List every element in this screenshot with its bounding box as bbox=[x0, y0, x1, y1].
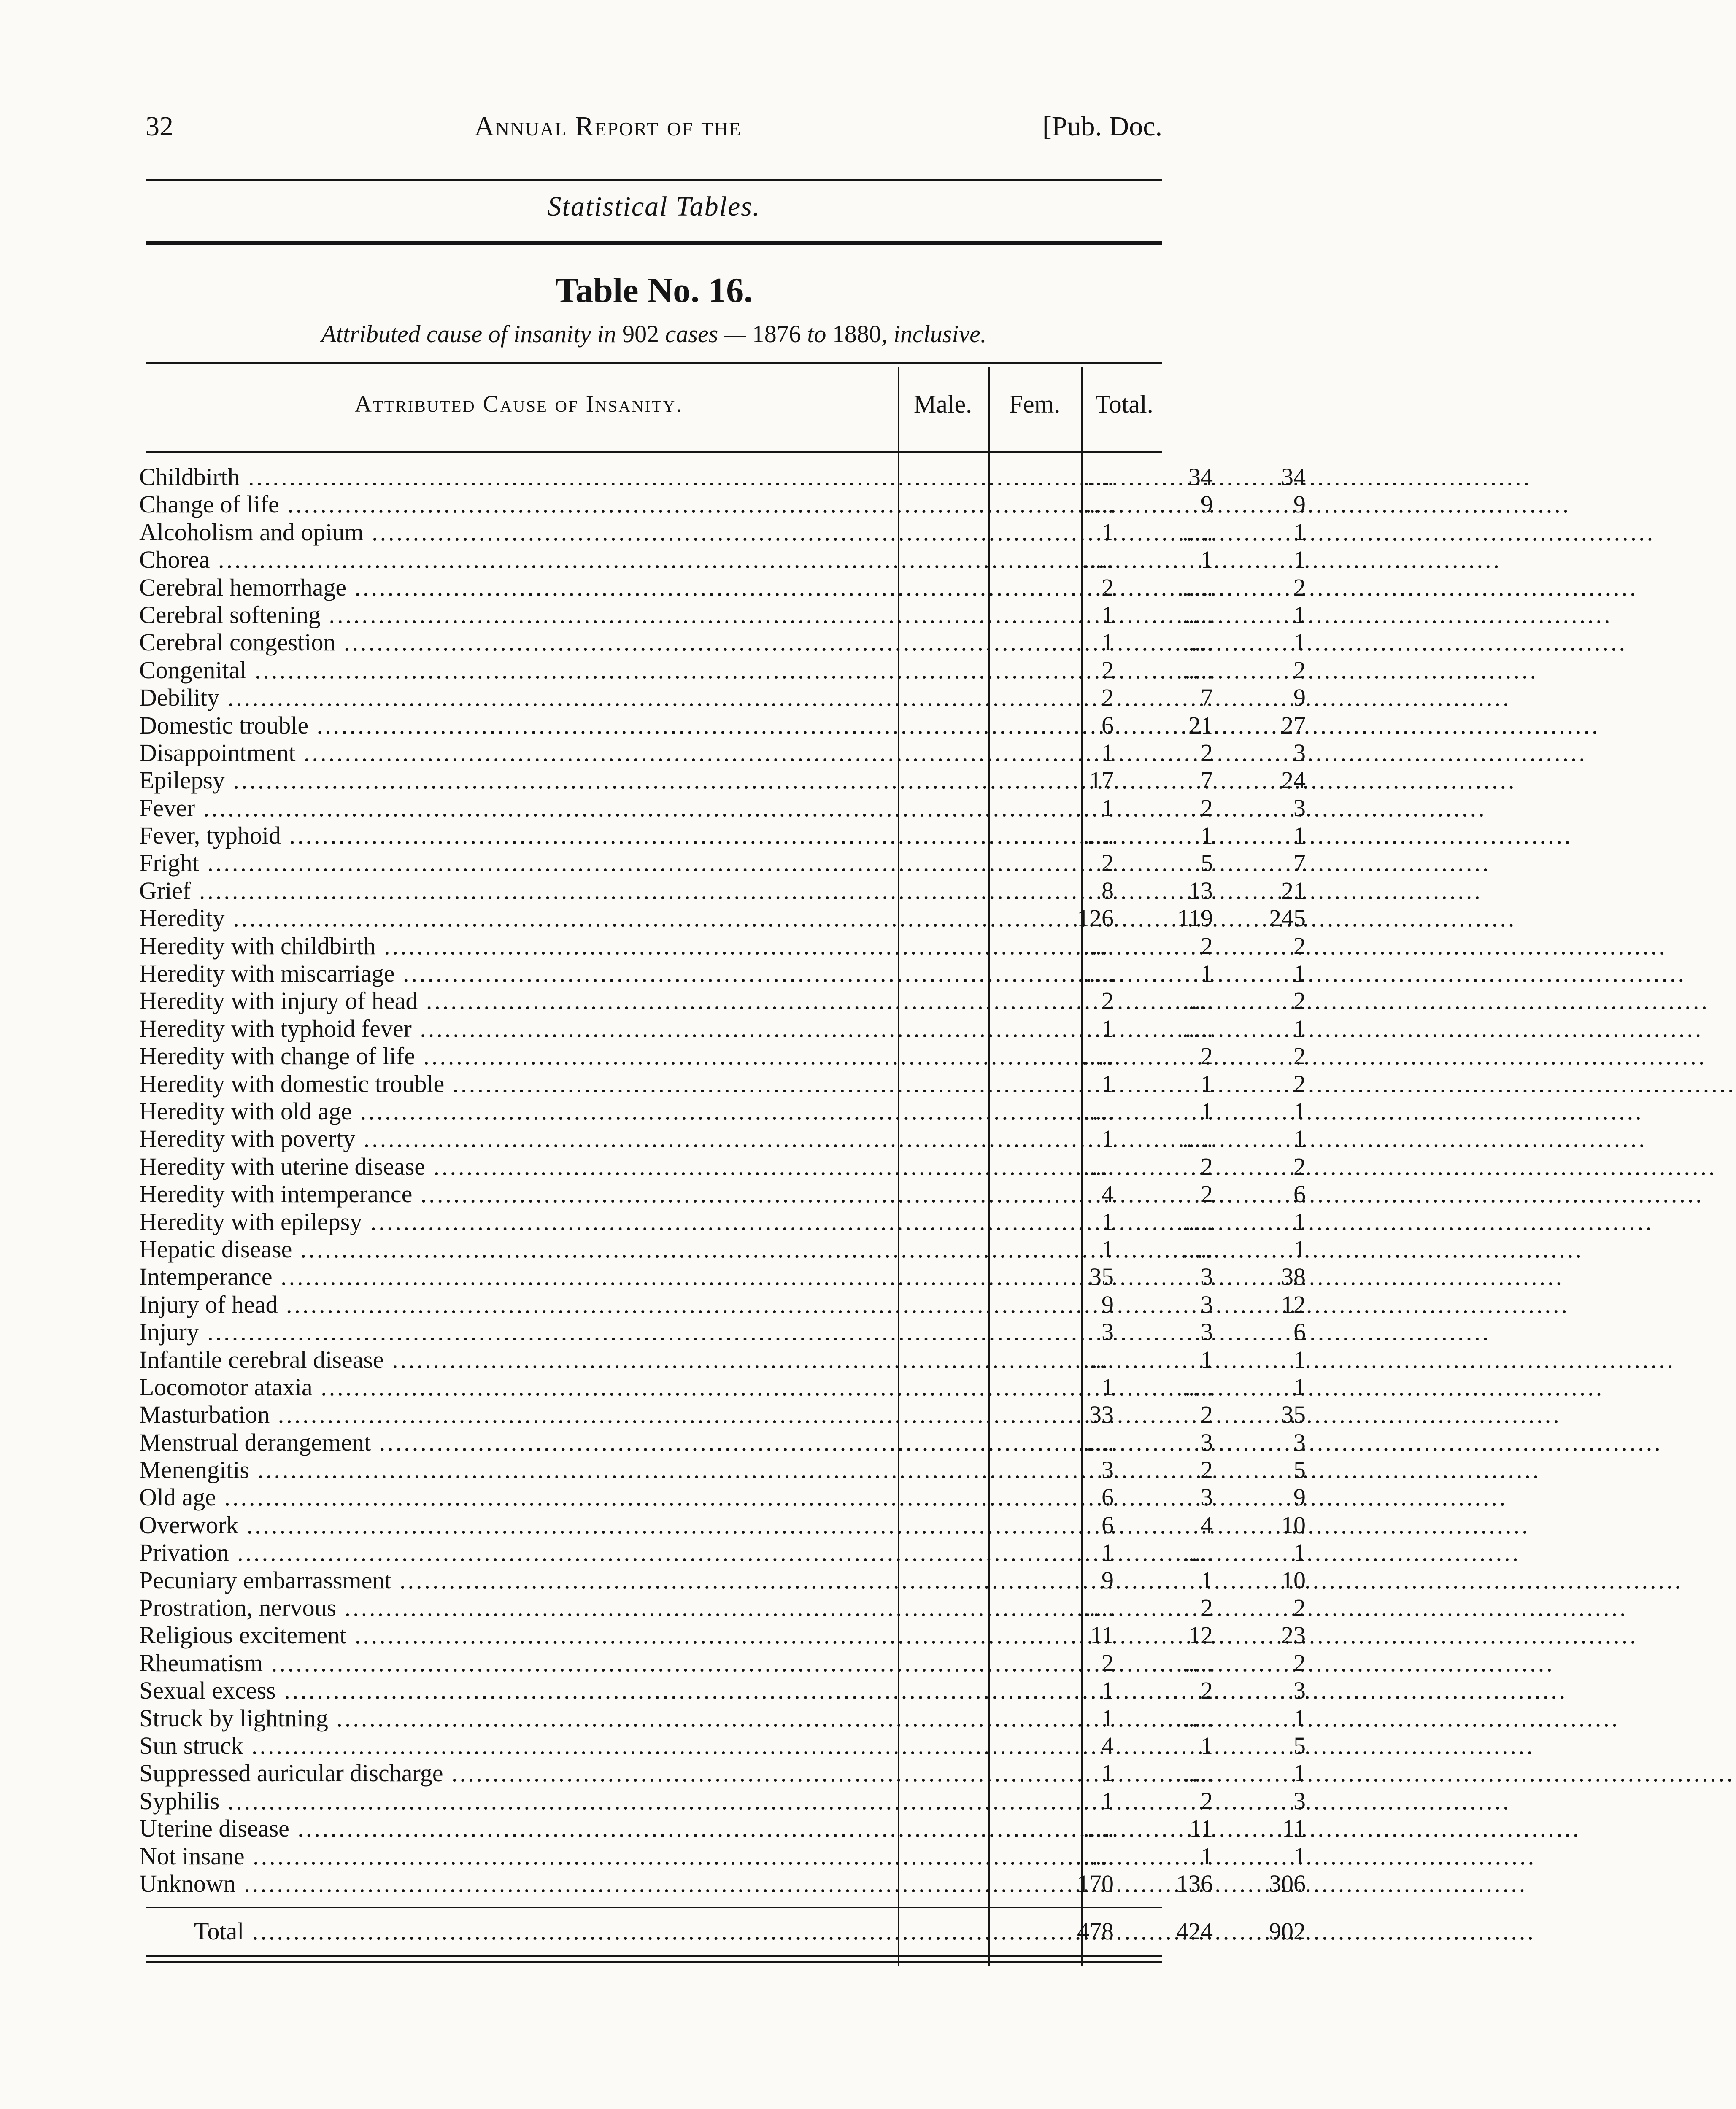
cause-cell: Locomotor ataxia ..... bbox=[139, 1373, 894, 1401]
table-row bbox=[139, 1373, 1306, 1401]
male-cell: 11 bbox=[1090, 1621, 1114, 1649]
female-cell: 1 bbox=[1201, 960, 1213, 987]
female-cell: ..... bbox=[1182, 1373, 1213, 1401]
cause-cell: Religious excitement ..... bbox=[139, 1621, 894, 1649]
male-cell: 17 bbox=[1089, 766, 1114, 794]
male-cell: 1 bbox=[1102, 794, 1114, 822]
total-cell: 11 bbox=[1282, 1815, 1306, 1842]
cause-cell: Masturbation ..... bbox=[139, 1401, 894, 1428]
cause-cell: Intemperance ..... bbox=[139, 1263, 894, 1290]
cause-cell: Overwork ..... bbox=[139, 1511, 894, 1539]
total-cell: 9 bbox=[1293, 1483, 1306, 1511]
male-cell: 3 bbox=[1102, 1456, 1114, 1484]
female-cell: ..... bbox=[1182, 1014, 1213, 1042]
female-cell: 2 bbox=[1201, 1456, 1213, 1484]
female-cell: 21 bbox=[1188, 711, 1213, 739]
male-cell: ..... bbox=[1083, 1097, 1114, 1125]
cause-cell: Cerebral hemorrhage ..... bbox=[139, 574, 894, 601]
female-cell: 1 bbox=[1201, 1346, 1213, 1373]
total-cell: 2 bbox=[1293, 987, 1306, 1015]
total-cell: 2 bbox=[1293, 656, 1306, 684]
male-cell: 1 bbox=[1102, 628, 1114, 656]
total-label: Total ..... bbox=[194, 1918, 1021, 1945]
table-row bbox=[139, 1704, 1306, 1732]
cause-cell: Heredity with typhoid fever ..... bbox=[139, 1015, 894, 1042]
header-rule bbox=[146, 179, 1162, 181]
total-cell: 3 bbox=[1293, 1677, 1306, 1704]
cause-cell: Cerebral softening ..... bbox=[139, 601, 894, 628]
table-row bbox=[139, 766, 1306, 794]
female-cell: 3 bbox=[1201, 1263, 1213, 1291]
female-cell: ..... bbox=[1182, 1704, 1213, 1732]
male-cell: 6 bbox=[1102, 711, 1114, 739]
total-female: 424 bbox=[1176, 1918, 1213, 1945]
section-rule bbox=[146, 241, 1162, 245]
male-cell: 2 bbox=[1102, 684, 1114, 712]
male-cell: 1 bbox=[1102, 1014, 1114, 1042]
total-cell: 34 bbox=[1281, 463, 1306, 491]
cause-cell: Rheumatism ..... bbox=[139, 1649, 894, 1677]
cause-cell: Heredity ..... bbox=[139, 904, 894, 932]
male-cell: 33 bbox=[1089, 1401, 1114, 1429]
total-cell: 3 bbox=[1293, 794, 1306, 822]
table-row bbox=[139, 739, 1306, 766]
column-header-male: Male. bbox=[913, 390, 972, 418]
total-male: 478 bbox=[1077, 1918, 1114, 1945]
total-cell: 7 bbox=[1293, 849, 1306, 877]
cause-cell: Epilepsy ..... bbox=[139, 766, 894, 794]
total-cell: 1 bbox=[1293, 1759, 1306, 1787]
total-cell: 1 bbox=[1293, 1704, 1306, 1732]
table-row bbox=[139, 1759, 1306, 1787]
column-header-female: Fem. bbox=[1009, 390, 1061, 418]
male-cell: 6 bbox=[1102, 1511, 1114, 1539]
table-row bbox=[139, 1208, 1306, 1235]
cause-cell: Syphilis ..... bbox=[139, 1787, 894, 1815]
cause-cell: Privation ..... bbox=[139, 1539, 894, 1566]
cause-cell: Menengitis ..... bbox=[139, 1456, 894, 1483]
cause-cell: Heredity with uterine disease ..... bbox=[139, 1153, 894, 1180]
male-cell: 1 bbox=[1102, 1235, 1114, 1263]
table-row bbox=[139, 932, 1306, 960]
cause-cell: Heredity with intemperance ..... bbox=[139, 1180, 894, 1208]
male-cell: ..... bbox=[1083, 960, 1114, 987]
total-cell: 2 bbox=[1293, 1152, 1306, 1180]
total-cell: 23 bbox=[1281, 1621, 1306, 1649]
table-row bbox=[139, 1649, 1306, 1677]
total-top-rule bbox=[146, 1907, 1162, 1908]
female-cell: 3 bbox=[1201, 1318, 1213, 1346]
table-row bbox=[139, 987, 1306, 1015]
female-cell: 1 bbox=[1201, 1097, 1213, 1125]
female-cell: 3 bbox=[1201, 1428, 1213, 1456]
female-cell: ..... bbox=[1182, 1208, 1213, 1235]
table-title: Table No. 16. bbox=[555, 271, 753, 310]
female-cell: 34 bbox=[1188, 463, 1213, 491]
total-row bbox=[139, 1918, 1306, 1945]
cause-cell: Old age ..... bbox=[139, 1483, 894, 1511]
table-row bbox=[139, 877, 1306, 904]
total-cell: 3 bbox=[1293, 739, 1306, 766]
male-cell: 1 bbox=[1102, 1759, 1114, 1787]
table-row bbox=[139, 1787, 1306, 1815]
cause-cell: Suppressed auricular discharge ..... bbox=[139, 1759, 894, 1787]
table-bottom-rule-2 bbox=[146, 1961, 1162, 1963]
cause-cell: Heredity with poverty ..... bbox=[139, 1125, 894, 1152]
female-cell: ..... bbox=[1182, 573, 1213, 601]
female-cell: 7 bbox=[1201, 684, 1213, 712]
total-cell: 27 bbox=[1281, 711, 1306, 739]
male-cell: 2 bbox=[1102, 656, 1114, 684]
male-cell: 6 bbox=[1102, 1483, 1114, 1511]
cause-cell: Change of life ..... bbox=[139, 491, 894, 518]
female-cell: 2 bbox=[1201, 1152, 1213, 1180]
male-cell: 1 bbox=[1102, 1677, 1114, 1704]
table-bottom-rule-1 bbox=[146, 1955, 1162, 1957]
male-cell: 170 bbox=[1077, 1869, 1114, 1897]
table-row bbox=[139, 656, 1306, 684]
table-row bbox=[139, 491, 1306, 518]
table-row bbox=[139, 794, 1306, 822]
male-cell: 1 bbox=[1102, 1125, 1114, 1153]
table-row bbox=[139, 463, 1306, 491]
cause-cell: Unknown ..... bbox=[139, 1870, 894, 1897]
female-cell: 2 bbox=[1201, 1787, 1213, 1815]
table-row bbox=[139, 1456, 1306, 1484]
total-cell: 12 bbox=[1281, 1290, 1306, 1318]
total-cell: 9 bbox=[1293, 491, 1306, 518]
cause-cell: Uterine disease ..... bbox=[139, 1815, 894, 1842]
total-cell: 35 bbox=[1281, 1401, 1306, 1429]
male-cell: 2 bbox=[1102, 987, 1114, 1015]
female-cell: ..... bbox=[1182, 987, 1213, 1015]
male-cell: 3 bbox=[1102, 1318, 1114, 1346]
total-cell: 2 bbox=[1293, 1042, 1306, 1070]
table-row bbox=[139, 1290, 1306, 1318]
table-row bbox=[139, 684, 1306, 712]
table-row bbox=[139, 1621, 1306, 1649]
total-cell: 1 bbox=[1293, 1539, 1306, 1567]
female-cell: 3 bbox=[1201, 1290, 1213, 1318]
header-bottom-rule bbox=[146, 451, 1162, 453]
male-cell: ..... bbox=[1083, 1842, 1114, 1870]
total-cell: 1 bbox=[1293, 601, 1306, 628]
table-top-rule bbox=[146, 362, 1162, 364]
female-cell: 3 bbox=[1201, 1483, 1213, 1511]
female-cell: 119 bbox=[1177, 904, 1213, 932]
table-row bbox=[139, 904, 1306, 932]
total-cell: 21 bbox=[1281, 877, 1306, 904]
total-cell: 5 bbox=[1293, 1731, 1306, 1759]
table-row bbox=[139, 960, 1306, 987]
female-cell: 1 bbox=[1201, 1566, 1213, 1594]
total-cell: 38 bbox=[1281, 1263, 1306, 1291]
column-header-total: Total. bbox=[1095, 390, 1153, 418]
total-cell: 10 bbox=[1281, 1511, 1306, 1539]
male-cell: 1 bbox=[1102, 1373, 1114, 1401]
table-row bbox=[139, 1401, 1306, 1429]
female-cell: 12 bbox=[1188, 1621, 1213, 1649]
male-cell: 4 bbox=[1102, 1180, 1114, 1208]
table-row bbox=[139, 546, 1306, 574]
male-cell: ..... bbox=[1083, 1152, 1114, 1180]
table-row bbox=[139, 1235, 1306, 1263]
cause-cell: Heredity with domestic trouble ..... bbox=[139, 1070, 894, 1098]
male-cell: ..... bbox=[1083, 1042, 1114, 1070]
female-cell: 136 bbox=[1176, 1869, 1213, 1897]
male-cell: 1 bbox=[1102, 1070, 1114, 1098]
table-row bbox=[139, 1318, 1306, 1346]
female-cell: ..... bbox=[1182, 1235, 1213, 1263]
total-cell: 1 bbox=[1293, 628, 1306, 656]
male-cell: 1 bbox=[1102, 601, 1114, 628]
cause-cell: Hepatic disease ..... bbox=[139, 1235, 894, 1263]
cause-cell: Heredity with change of life ..... bbox=[139, 1042, 894, 1070]
table-row bbox=[139, 1152, 1306, 1180]
table-caption: Attributed cause of insanity in 902 cases — 1876 to 1880, inclusive. bbox=[321, 320, 987, 348]
male-cell: ..... bbox=[1083, 463, 1114, 491]
male-cell: ..... bbox=[1083, 1428, 1114, 1456]
total-total: 902 bbox=[1269, 1918, 1306, 1945]
female-cell: 2 bbox=[1201, 794, 1213, 822]
table-body bbox=[139, 463, 1306, 1897]
table-row bbox=[139, 1594, 1306, 1622]
cause-cell: Sun struck ..... bbox=[139, 1732, 894, 1759]
cause-cell: Heredity with old age ..... bbox=[139, 1098, 894, 1125]
male-cell: 1 bbox=[1102, 1539, 1114, 1567]
total-cell: 1 bbox=[1293, 1097, 1306, 1125]
table-row bbox=[139, 1125, 1306, 1153]
male-cell: ..... bbox=[1083, 822, 1114, 850]
female-cell: ..... bbox=[1182, 601, 1213, 628]
total-cell: 2 bbox=[1293, 1594, 1306, 1622]
cause-cell: Pecuniary embarrassment ..... bbox=[139, 1567, 894, 1594]
female-cell: ..... bbox=[1182, 518, 1213, 546]
cause-cell: Cerebral congestion ..... bbox=[139, 628, 894, 656]
total-cell: 9 bbox=[1293, 684, 1306, 712]
female-cell: 2 bbox=[1201, 1042, 1213, 1070]
female-cell: ..... bbox=[1182, 1759, 1213, 1787]
table-row bbox=[139, 1014, 1306, 1042]
total-cell: 2 bbox=[1293, 573, 1306, 601]
male-cell: ..... bbox=[1083, 1815, 1114, 1842]
table-row bbox=[139, 1869, 1306, 1897]
female-cell: 11 bbox=[1189, 1815, 1213, 1842]
total-cell: 1 bbox=[1293, 1842, 1306, 1870]
cause-cell: Fever ..... bbox=[139, 794, 894, 822]
total-cell: 1 bbox=[1293, 822, 1306, 850]
female-cell: 9 bbox=[1201, 491, 1213, 518]
female-cell: ..... bbox=[1182, 1125, 1213, 1153]
total-cell: 3 bbox=[1293, 1787, 1306, 1815]
female-cell: 2 bbox=[1201, 1401, 1213, 1429]
running-head bbox=[146, 111, 1162, 144]
total-cell: 5 bbox=[1293, 1456, 1306, 1484]
table-row bbox=[139, 849, 1306, 877]
male-cell: ..... bbox=[1083, 491, 1114, 518]
total-cell: 6 bbox=[1293, 1180, 1306, 1208]
cause-cell: Not insane ..... bbox=[139, 1842, 894, 1870]
table-row bbox=[139, 518, 1306, 546]
table-row bbox=[139, 711, 1306, 739]
cause-cell: Childbirth ..... bbox=[139, 463, 894, 491]
female-cell: 7 bbox=[1201, 766, 1213, 794]
cause-cell: Heredity with miscarriage ..... bbox=[139, 960, 894, 987]
female-cell: 1 bbox=[1201, 822, 1213, 850]
section-title: Statistical Tables. bbox=[547, 191, 761, 222]
table-row bbox=[139, 1842, 1306, 1870]
cause-cell: Alcoholism and opium ..... bbox=[139, 518, 894, 546]
cause-cell: Menstrual derangement ..... bbox=[139, 1429, 894, 1456]
table-row bbox=[139, 1428, 1306, 1456]
table-row bbox=[139, 1566, 1306, 1594]
male-cell: 2 bbox=[1102, 1649, 1114, 1677]
total-cell: 1 bbox=[1293, 1125, 1306, 1153]
cause-cell: Debility ..... bbox=[139, 684, 894, 711]
male-cell: 1 bbox=[1102, 1704, 1114, 1732]
total-cell: 245 bbox=[1269, 904, 1306, 932]
cause-cell: Congenital ..... bbox=[139, 656, 894, 684]
male-cell: 1 bbox=[1102, 739, 1114, 766]
cause-cell: Grief ..... bbox=[139, 877, 894, 904]
table-row bbox=[139, 1346, 1306, 1373]
female-cell: 2 bbox=[1201, 739, 1213, 766]
running-title: Annual Report of the bbox=[474, 111, 742, 142]
cause-cell: Infantile cerebral disease ..... bbox=[139, 1346, 894, 1373]
cause-cell: Struck by lightning ..... bbox=[139, 1704, 894, 1732]
total-cell: 1 bbox=[1293, 518, 1306, 546]
document-reference: [Pub. Doc. bbox=[1042, 111, 1162, 142]
male-cell: ..... bbox=[1083, 1346, 1114, 1373]
female-cell: 13 bbox=[1188, 877, 1213, 904]
total-cell: 1 bbox=[1293, 960, 1306, 987]
female-cell: 1 bbox=[1201, 1070, 1213, 1098]
table-row bbox=[139, 601, 1306, 628]
table-row bbox=[139, 1511, 1306, 1539]
total-cell: 1 bbox=[1293, 546, 1306, 574]
cause-cell: Heredity with childbirth ..... bbox=[139, 932, 894, 960]
male-cell: 1 bbox=[1102, 1787, 1114, 1815]
female-cell: 4 bbox=[1201, 1511, 1213, 1539]
total-cell: 2 bbox=[1293, 932, 1306, 960]
total-cell: 6 bbox=[1293, 1318, 1306, 1346]
female-cell: 2 bbox=[1201, 932, 1213, 960]
total-cell: 1 bbox=[1293, 1235, 1306, 1263]
female-cell: 1 bbox=[1201, 1842, 1213, 1870]
cause-cell: Domestic trouble ..... bbox=[139, 712, 894, 739]
cause-cell: Heredity with injury of head ..... bbox=[139, 987, 894, 1014]
female-cell: 1 bbox=[1201, 546, 1213, 574]
female-cell: 2 bbox=[1201, 1594, 1213, 1622]
male-cell: 1 bbox=[1102, 1208, 1114, 1235]
table-row bbox=[139, 573, 1306, 601]
cause-cell: Prostration, nervous ..... bbox=[139, 1594, 894, 1621]
male-cell: ..... bbox=[1083, 1594, 1114, 1622]
cause-cell: Chorea ..... bbox=[139, 546, 894, 573]
female-cell: ..... bbox=[1182, 628, 1213, 656]
table-row bbox=[139, 1097, 1306, 1125]
female-cell: ..... bbox=[1182, 1539, 1213, 1567]
table-row bbox=[139, 1180, 1306, 1208]
table-row bbox=[139, 1263, 1306, 1291]
page-number: 32 bbox=[146, 111, 173, 142]
male-cell: 9 bbox=[1102, 1290, 1114, 1318]
female-cell: 2 bbox=[1201, 1180, 1213, 1208]
table-row bbox=[139, 628, 1306, 656]
total-cell: 306 bbox=[1269, 1869, 1306, 1897]
total-cell: 2 bbox=[1293, 1070, 1306, 1098]
male-cell: 4 bbox=[1102, 1731, 1114, 1759]
table-row bbox=[139, 1042, 1306, 1070]
cause-cell: Fright ..... bbox=[139, 849, 894, 877]
total-cell: 1 bbox=[1293, 1346, 1306, 1373]
column-header-cause: Attributed Cause of Insanity. bbox=[354, 391, 683, 417]
total-cell: 24 bbox=[1281, 766, 1306, 794]
cause-cell: Heredity with epilepsy ..... bbox=[139, 1208, 894, 1235]
total-cell: 10 bbox=[1281, 1566, 1306, 1594]
male-cell: 8 bbox=[1102, 877, 1114, 904]
male-cell: ..... bbox=[1083, 546, 1114, 574]
female-cell: 5 bbox=[1201, 849, 1213, 877]
male-cell: 1 bbox=[1102, 518, 1114, 546]
cause-cell: Injury of head ..... bbox=[139, 1291, 894, 1318]
male-cell: 2 bbox=[1102, 849, 1114, 877]
cause-cell: Injury ..... bbox=[139, 1318, 894, 1346]
cause-cell: Fever, typhoid ..... bbox=[139, 822, 894, 849]
table-row bbox=[139, 1815, 1306, 1842]
female-cell: ..... bbox=[1182, 656, 1213, 684]
cause-cell: Disappointment ..... bbox=[139, 739, 894, 766]
male-cell: 126 bbox=[1077, 904, 1114, 932]
table-row bbox=[139, 1483, 1306, 1511]
table-row bbox=[139, 1677, 1306, 1704]
table-row bbox=[139, 1731, 1306, 1759]
total-cell: 1 bbox=[1293, 1208, 1306, 1235]
female-cell: 2 bbox=[1201, 1677, 1213, 1704]
male-cell: 35 bbox=[1089, 1263, 1114, 1291]
total-cell: 2 bbox=[1293, 1649, 1306, 1677]
female-cell: 1 bbox=[1201, 1731, 1213, 1759]
male-cell: 2 bbox=[1102, 573, 1114, 601]
male-cell: 9 bbox=[1102, 1566, 1114, 1594]
table-row bbox=[139, 822, 1306, 850]
male-cell: ..... bbox=[1083, 932, 1114, 960]
total-cell: 1 bbox=[1293, 1373, 1306, 1401]
table-row bbox=[139, 1070, 1306, 1098]
table-row bbox=[139, 1539, 1306, 1567]
female-cell: ..... bbox=[1182, 1649, 1213, 1677]
total-cell: 1 bbox=[1293, 1014, 1306, 1042]
total-cell: 3 bbox=[1293, 1428, 1306, 1456]
cause-cell: Sexual excess ..... bbox=[139, 1677, 894, 1704]
